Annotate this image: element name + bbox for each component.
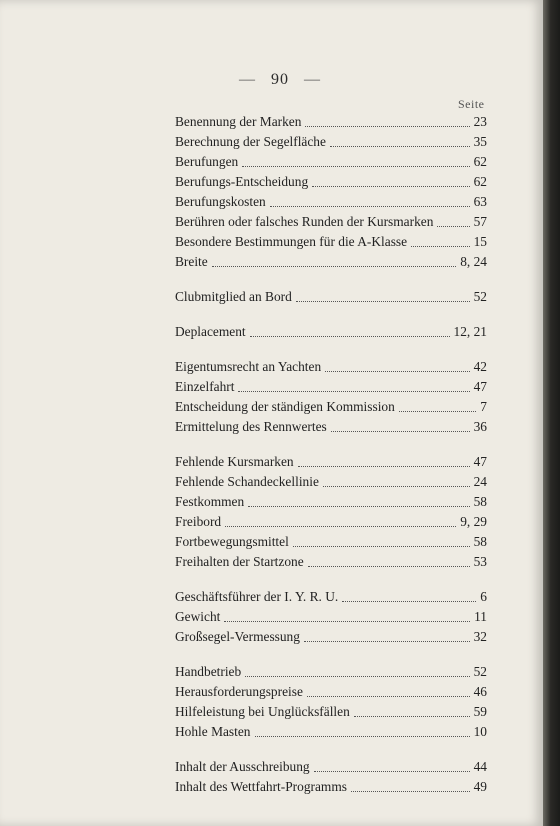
- index-entry: [175, 377, 487, 397]
- entry-pages: 47: [473, 454, 487, 469]
- page-column-label: Seite: [458, 97, 485, 111]
- index-list: [175, 112, 487, 812]
- entry-title: Hilfeleistung bei Unglücksfällen: [175, 704, 350, 719]
- entry-title: Fortbewegungsmittel: [175, 534, 289, 549]
- entry-title: Eigentumsrecht an Yachten: [175, 359, 322, 374]
- entry-title: Geschäftsführer der I. Y. R. U.: [175, 589, 339, 604]
- entry-pages: 52: [473, 664, 487, 679]
- entry-pages: 53: [473, 554, 487, 569]
- dot-leader: [325, 371, 469, 372]
- dot-leader: [270, 206, 470, 207]
- entry-pages: 49: [473, 779, 487, 794]
- index-entry: [175, 287, 487, 307]
- entry-title: Deplacement: [175, 324, 246, 339]
- entry-title: Berufungskosten: [175, 194, 266, 209]
- header-dash-left: —: [239, 71, 256, 88]
- index-group: [175, 287, 487, 307]
- dot-leader: [212, 266, 457, 267]
- index-group: [175, 322, 487, 342]
- dot-leader: [298, 466, 470, 467]
- dot-leader: [242, 166, 469, 167]
- entry-pages: 62: [473, 154, 487, 169]
- dot-leader: [238, 391, 469, 392]
- dot-leader: [354, 716, 470, 717]
- index-entry: [175, 322, 487, 342]
- entry-pages: 52: [473, 289, 487, 304]
- entry-title: Großsegel-Vermessung: [175, 629, 300, 644]
- entry-title: Berühren oder falsches Runden der Kursmarken: [175, 214, 434, 229]
- index-entry: [175, 212, 487, 232]
- index-entry: [175, 132, 487, 152]
- entry-pages: 24: [473, 474, 487, 489]
- entry-title: Besondere Bestimmungen für die A-Klasse: [175, 234, 408, 249]
- entry-title: Ermittelung des Rennwertes: [175, 419, 327, 434]
- entry-pages: 46: [473, 684, 487, 699]
- entry-pages: 42: [473, 359, 487, 374]
- book-binding: [543, 0, 560, 826]
- index-entry: [175, 252, 487, 272]
- entry-pages: 44: [473, 759, 487, 774]
- index-group: [175, 112, 487, 272]
- index-entry: [175, 722, 487, 742]
- index-entry: [175, 777, 487, 797]
- dot-leader: [224, 621, 470, 622]
- dot-leader: [308, 566, 470, 567]
- index-group: [175, 452, 487, 572]
- entry-title: Breite: [175, 254, 208, 269]
- entry-title: Gewicht: [175, 609, 221, 624]
- entry-pages: 32: [473, 629, 487, 644]
- dot-leader: [331, 431, 470, 432]
- entry-pages: 59: [473, 704, 487, 719]
- entry-title: Handbetrieb: [175, 664, 242, 679]
- entry-title: Benennung der Marken: [175, 114, 302, 129]
- dot-leader: [351, 791, 470, 792]
- dot-leader: [330, 146, 470, 147]
- dot-leader: [304, 641, 470, 642]
- index-group: [175, 357, 487, 437]
- index-entry: [175, 532, 487, 552]
- dot-leader: [312, 186, 469, 187]
- index-entry: [175, 512, 487, 532]
- index-entry: [175, 682, 487, 702]
- entry-pages: 57: [473, 214, 487, 229]
- entry-pages: 8, 24: [460, 254, 487, 269]
- entry-title: Berufungs-Entscheidung: [175, 174, 309, 189]
- dot-leader: [248, 506, 469, 507]
- entry-title: Berufungen: [175, 154, 239, 169]
- entry-pages: 9, 29: [460, 514, 487, 529]
- index-entry: [175, 662, 487, 682]
- dot-leader: [305, 126, 469, 127]
- entry-pages: 35: [473, 134, 487, 149]
- index-group: [175, 587, 487, 647]
- entry-pages: 12, 21: [453, 324, 487, 339]
- entry-pages: 36: [473, 419, 487, 434]
- entry-title: Freihalten der Startzone: [175, 554, 304, 569]
- entry-title: Herausforderungspreise: [175, 684, 303, 699]
- index-entry: [175, 192, 487, 212]
- dot-leader: [307, 696, 470, 697]
- dot-leader: [323, 486, 470, 487]
- index-entry: [175, 627, 487, 647]
- entry-title: Clubmitglied an Bord: [175, 289, 292, 304]
- entry-pages: 58: [473, 534, 487, 549]
- index-entry: [175, 552, 487, 572]
- entry-pages: 23: [473, 114, 487, 129]
- entry-title: Festkommen: [175, 494, 245, 509]
- entry-title: Inhalt der Ausschreibung: [175, 759, 310, 774]
- index-entry: [175, 587, 487, 607]
- entry-title: Fehlende Kursmarken: [175, 454, 294, 469]
- dot-leader: [255, 736, 470, 737]
- dot-leader: [314, 771, 470, 772]
- index-entry: [175, 232, 487, 252]
- dot-leader: [245, 676, 469, 677]
- dot-leader: [342, 601, 476, 602]
- dot-leader: [225, 526, 456, 527]
- index-group: [175, 662, 487, 742]
- entry-pages: 63: [473, 194, 487, 209]
- index-entry: [175, 607, 487, 627]
- dot-leader: [293, 546, 470, 547]
- index-group: [175, 757, 487, 797]
- entry-title: Inhalt des Wettfahrt-Programms: [175, 779, 347, 794]
- dot-leader: [399, 411, 476, 412]
- entry-title: Hohle Masten: [175, 724, 251, 739]
- page-number: 90: [271, 71, 289, 88]
- index-entry: [175, 397, 487, 417]
- entry-title: Fehlende Schandeckellinie: [175, 474, 319, 489]
- index-entry: [175, 757, 487, 777]
- index-entry: [175, 152, 487, 172]
- entry-pages: 7: [480, 399, 487, 414]
- entry-pages: 58: [473, 494, 487, 509]
- entry-pages: 47: [473, 379, 487, 394]
- entry-pages: 10: [473, 724, 487, 739]
- entry-pages: 62: [473, 174, 487, 189]
- dot-leader: [250, 336, 450, 337]
- entry-pages: 15: [473, 234, 487, 249]
- entry-pages: 11: [474, 609, 487, 624]
- index-entry: [175, 702, 487, 722]
- entry-title: Einzelfahrt: [175, 379, 235, 394]
- index-entry: [175, 357, 487, 377]
- header-dash-right: —: [304, 71, 321, 88]
- index-entry: [175, 472, 487, 492]
- dot-leader: [437, 226, 469, 227]
- entry-title: Entscheidung der ständigen Kommission: [175, 399, 395, 414]
- entry-title: Berechnung der Segelfläche: [175, 134, 326, 149]
- index-entry: [175, 417, 487, 437]
- dot-leader: [296, 301, 470, 302]
- entry-pages: 6: [480, 589, 487, 604]
- index-entry: [175, 172, 487, 192]
- index-entry: [175, 492, 487, 512]
- index-entry: [175, 452, 487, 472]
- index-entry: [175, 112, 487, 132]
- dot-leader: [411, 246, 470, 247]
- entry-title: Freibord: [175, 514, 222, 529]
- page-header: [0, 71, 560, 89]
